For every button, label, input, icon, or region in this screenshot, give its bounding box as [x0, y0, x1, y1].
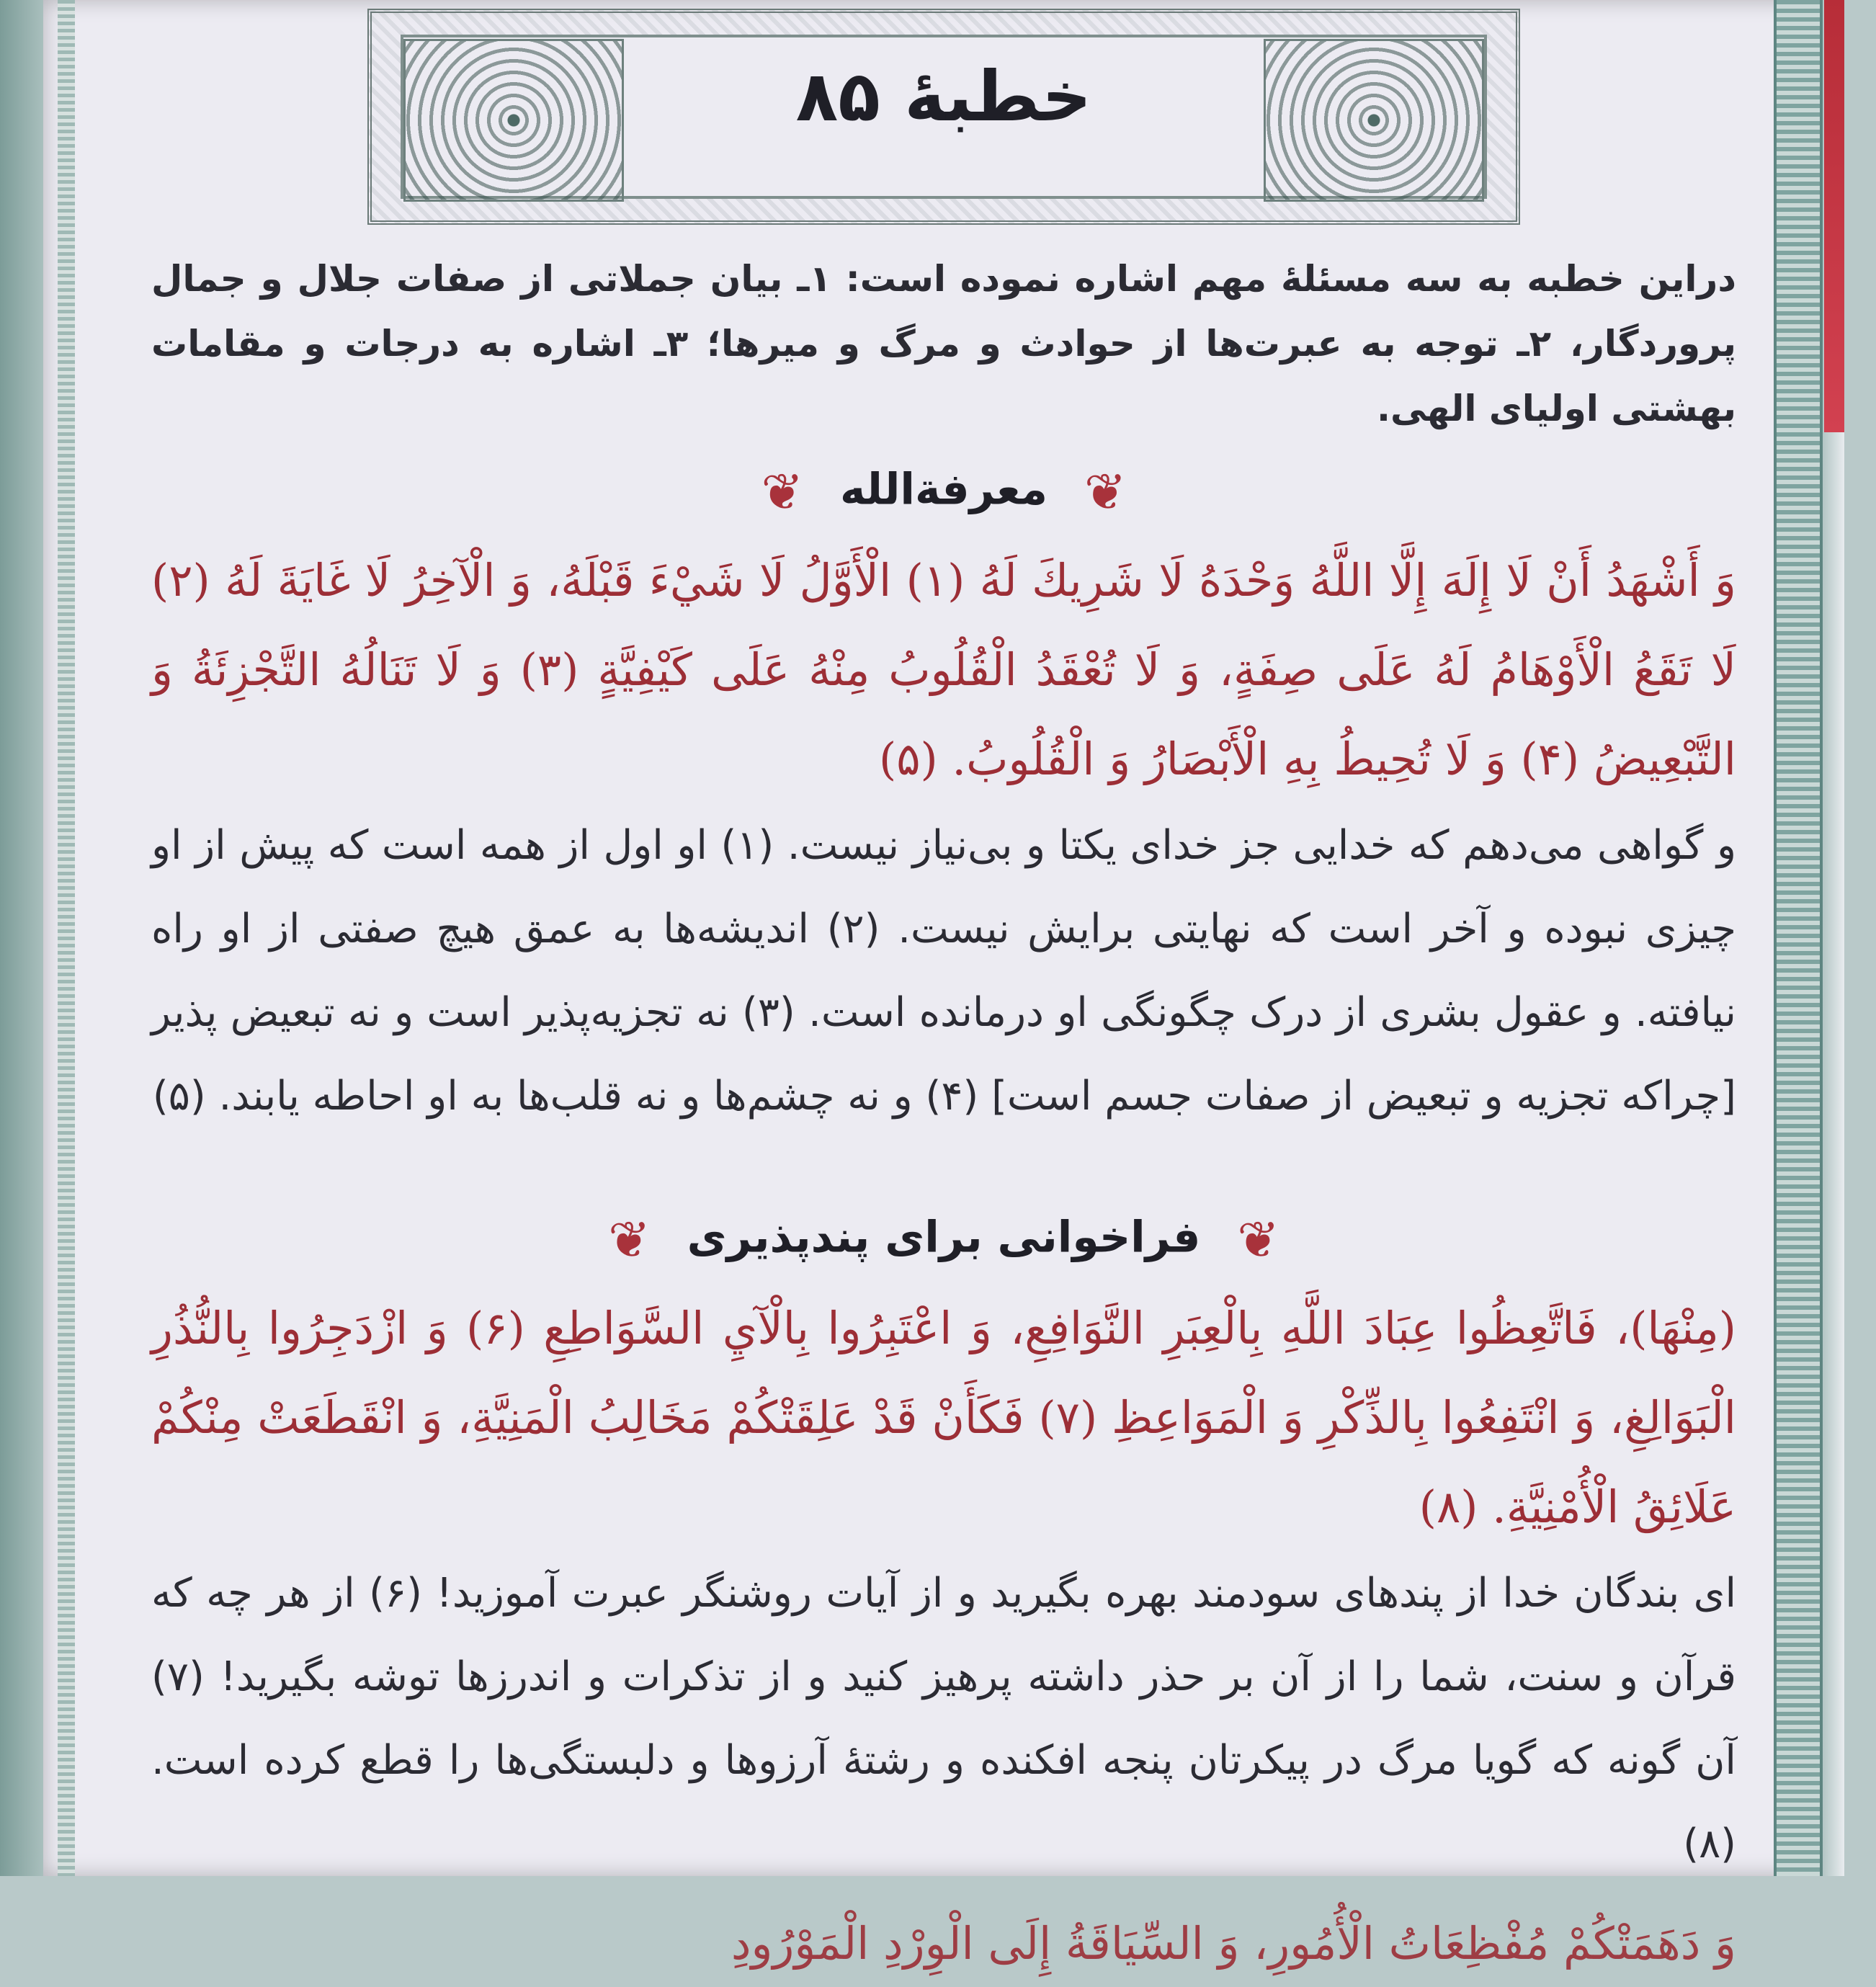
intro-paragraph: دراین خطبه به سه مسئلهٔ مهم اشاره نموده است: ۱ـ بیان جملاتی از صفات جلال و جمال پروردگار، ۲ـ توجه به عبرت‌ها از حوادث و مرگ و میرها؛ ۳ـ اشاره به درجات و مقامات بهشتی اولیای الهی. — [151, 258, 1736, 429]
page-left-edge — [0, 0, 43, 1876]
section-heading-text: فراخوانی برای پندپذیری — [687, 1212, 1201, 1263]
section-heading-marifatullah — [151, 463, 1736, 522]
arabic-text-3-partial: وَ دَهَمَتْكُمْ مُفْظِعَاتُ الْأُمُورِ، وَ السِّيَاقَةُ إِلَى الْوِرْدِ الْمَوْرُودِ — [731, 1917, 1736, 1970]
sermon-title: خطبهٔ ۸۵ — [795, 56, 1092, 137]
section-heading-admonition — [151, 1210, 1736, 1269]
left-ornamental-border — [58, 0, 75, 1876]
right-ornamental-border — [1774, 0, 1823, 1876]
title-frame — [367, 9, 1520, 225]
arabic-text-1: وَ أَشْهَدُ أَنْ لَا إِلَهَ إِلَّا اللَّهُ وَحْدَهُ لَا شَرِيكَ لَهُ (۱) الْأَوَّلُ لَا شَيْءَ قَبْلَهُ، وَ الْآخِرُ لَا غَايَةَ لَهُ (۲) لَا تَقَعُ الْأَوْهَامُ لَهُ عَلَى صِفَةٍ، وَ لَا تُعْقَدُ الْقُلُوبُ مِنْهُ عَلَى كَيْفِيَّةٍ (۳) وَ لَا تَنَالُهُ التَّجْزِئَةُ وَ التَّبْعِيضُ (۴) وَ لَا تُحِيطُ بِهِ الْأَبْصَارُ وَ الْقُلُوبُ. (۵) — [151, 554, 1737, 785]
flourish-icon: ❦ — [761, 463, 804, 522]
flourish-icon: ❦ — [608, 1210, 651, 1269]
page-content — [151, 0, 1736, 1987]
flourish-icon: ❦ — [1084, 463, 1127, 522]
persian-translation-2: ای بندگان خدا از پندهای سودمند بهره بگیرید و از آیات روشنگر عبرت آموزید! (۶) از هر چه که قرآن و سنت، شما را از آن بر حذر داشته پرهیز کنید و از تذکرات و اندرزها توشه بگیرید! (۷) آن گونه که گویا مرگ در پیکرتان پنجه افکنده و رشتهٔ آرزوها و دلبستگی‌ها را قطع کرده است. (۸) — [151, 1570, 1736, 1867]
book-page — [43, 0, 1844, 1970]
persian-translation-1: و گواهی می‌دهم که خدایی جز خدای یکتا و بی‌نیاز نیست. (۱) او اول از همه است که پیش از او چیزی نبوده و آخر است که نهایتی برایش نیست. (۲) اندیشه‌ها به عمق هیچ صفتی از او راه نیافته. و عقول بشری از درک چگونگی او درمانده است. (۳) نه تجزیه‌پذیر است و نه تبعیض پذیر [چراکه تجزیه و تبعیض از صفات جسم است] (۴) و نه چشم‌ها و نه قلب‌ها به او احاطه یابند. (۵) — [151, 822, 1737, 1120]
flourish-icon: ❦ — [1237, 1210, 1279, 1269]
red-bookmark-tab — [1824, 0, 1844, 432]
arabic-text-2: (مِنْهَا)، فَاتَّعِظُوا عِبَادَ اللَّهِ بِالْعِبَرِ النَّوَافِعِ، وَ اعْتَبِرُوا بِالْآيِ السَّوَاطِعِ (۶) وَ ازْدَجِرُوا بِالنُّذُرِ الْبَوَالِغِ، وَ انْتَفِعُوا بِالذِّكْرِ وَ الْمَوَاعِظِ (۷) فَكَأَنْ قَدْ عَلِقَتْكُمْ مَخَالِبُ الْمَنِيَّةِ، وَ انْقَطَعَتْ مِنْكُمْ عَلَائِقُ الْأُمْنِيَّةِ. (۸) — [151, 1302, 1736, 1533]
section-heading-text: معرفة‌الله — [840, 464, 1048, 515]
